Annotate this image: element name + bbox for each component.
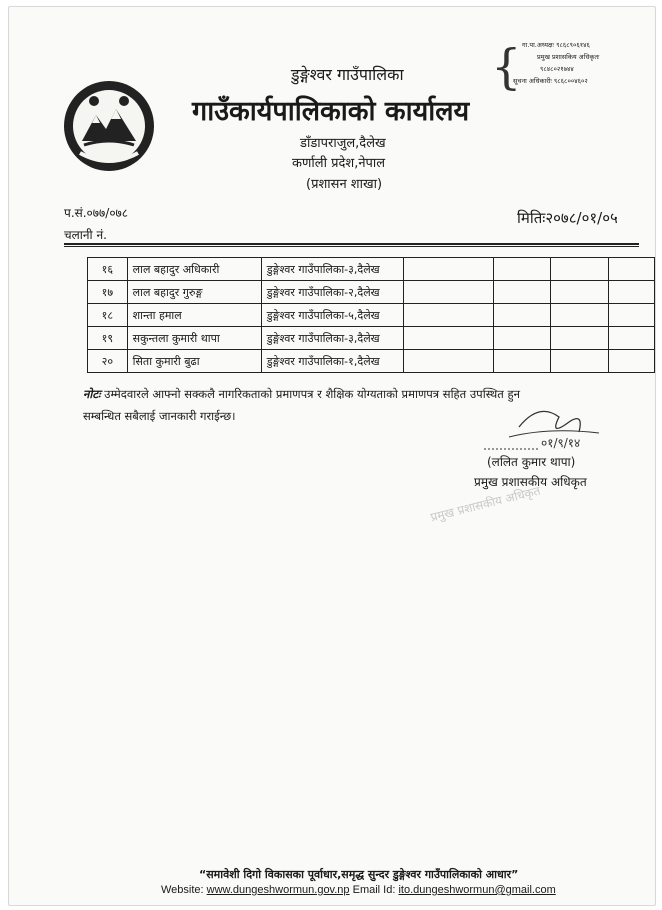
header-divider-thin (64, 246, 639, 247)
contact-cao-number: ९८४८०२१७४४ (540, 65, 574, 73)
office-stamp: प्रमुख प्रशासकीय अधिकृत (429, 483, 542, 525)
signer-title: प्रमुख प्रशासकीय अधिकृत (474, 475, 587, 489)
row-serial: १७ (88, 281, 128, 304)
row-empty-cell (494, 258, 551, 281)
row-empty-cell (608, 281, 654, 304)
contact-cao-label: प्रमुख प्रशासकिय अधिकृतः (537, 53, 600, 61)
header-divider (64, 243, 639, 245)
signer-name: (ललित कुमार थापा) (487, 455, 576, 469)
website-label: Website: (161, 884, 207, 896)
handwritten-signature (479, 397, 629, 457)
row-empty-cell (608, 327, 654, 350)
letter-page (8, 6, 656, 906)
row-empty-cell (404, 304, 494, 327)
row-serial: १९ (88, 327, 128, 350)
footer-motto: “समावेशी दिगो विकासका पूर्वाधार,समृद्ध सुन्दर डुङ्गेश्वर गाउँपालिकाको आधार” (199, 868, 519, 881)
nepal-government-emblem-icon (62, 79, 156, 173)
row-address: डुङ्गेश्वर गाउँपालिका-२,दैलेख (261, 281, 404, 304)
row-empty-cell (551, 304, 608, 327)
row-address: डुङ्गेश्वर गाउँपालिका-३,दैलेख (261, 258, 404, 281)
note-line-1 (83, 387, 520, 402)
table-row (88, 350, 655, 373)
row-address: डुङ्गेश्वर गाउँपालिका-१,दैलेख (261, 350, 404, 373)
contact-brace: { (491, 39, 522, 95)
signature-date: ०१/९/१४ (541, 436, 581, 450)
municipality-name: डुङ्गेश्वर गाउँपालिका (291, 65, 404, 84)
address-line-2: कर्णाली प्रदेश,नेपाल (292, 156, 386, 171)
row-name: लाल बहादुर गुरुङ्ग (127, 281, 261, 304)
row-empty-cell (608, 350, 654, 373)
row-name: लाल बहादुर अधिकारी (127, 258, 261, 281)
row-empty-cell (404, 281, 494, 304)
candidate-table (87, 257, 655, 373)
contact-info-officer: सूचना अधिकारीः ९८६८००४६०२ (513, 77, 588, 85)
table-row (88, 327, 655, 350)
row-serial: १८ (88, 304, 128, 327)
row-empty-cell (404, 350, 494, 373)
row-serial: १६ (88, 258, 128, 281)
table-row (88, 304, 655, 327)
email-link[interactable]: ito.dungeshwormun@gmail.com (398, 884, 556, 896)
row-name: सकुन्तला कुमारी थापा (127, 327, 261, 350)
row-empty-cell (404, 327, 494, 350)
row-address: डुङ्गेश्वर गाउँपालिका-५,दैलेख (261, 304, 404, 327)
website-link[interactable]: www.dungeshwormun.gov.np (206, 884, 350, 896)
note-line-2: सम्बन्धित सबैलाई जानकारी गराईन्छ। (83, 409, 236, 423)
row-empty-cell (608, 304, 654, 327)
office-title: गाउँकार्यपालिकाको कार्यालय (192, 96, 470, 127)
branch-name: (प्रशासन शाखा) (306, 177, 383, 192)
note-text-1: उम्मेदवारले आफ्नो सक्कलै नागरिकताको प्रमाणपत्र र शैक्षिक योग्यताको प्रमाणपत्र सहित उपस्थित हुन (100, 387, 520, 401)
row-name: शान्ता हमाल (127, 304, 261, 327)
row-empty-cell (551, 350, 608, 373)
note-label: नोटः (83, 387, 101, 401)
address-line-1: डाँडापराजुल,दैलेख (300, 136, 386, 151)
row-serial: २० (88, 350, 128, 373)
table-row (88, 281, 655, 304)
row-empty-cell (608, 258, 654, 281)
row-empty-cell (404, 258, 494, 281)
contact-chair: गा.पा.अध्यक्षः ९८६८९०६१४६ (522, 41, 590, 49)
row-empty-cell (494, 327, 551, 350)
candidate-table-body (88, 258, 655, 373)
row-empty-cell (551, 258, 608, 281)
row-empty-cell (551, 327, 608, 350)
row-address: डुङ्गेश्वर गाउँपालिका-३,दैलेख (261, 327, 404, 350)
row-empty-cell (494, 350, 551, 373)
dispatch-number: चलानी नं. (64, 228, 107, 242)
row-empty-cell (551, 281, 608, 304)
table-row (88, 258, 655, 281)
row-empty-cell (494, 281, 551, 304)
email-label: Email Id: (349, 884, 399, 896)
reference-number: प.सं.०७७/०७८ (64, 206, 129, 220)
row-empty-cell (494, 304, 551, 327)
row-name: सिता कुमारी बुढा (127, 350, 261, 373)
letter-date: मितिः२०७८/०१/०५ (517, 209, 618, 227)
footer-contact-line (161, 884, 556, 896)
